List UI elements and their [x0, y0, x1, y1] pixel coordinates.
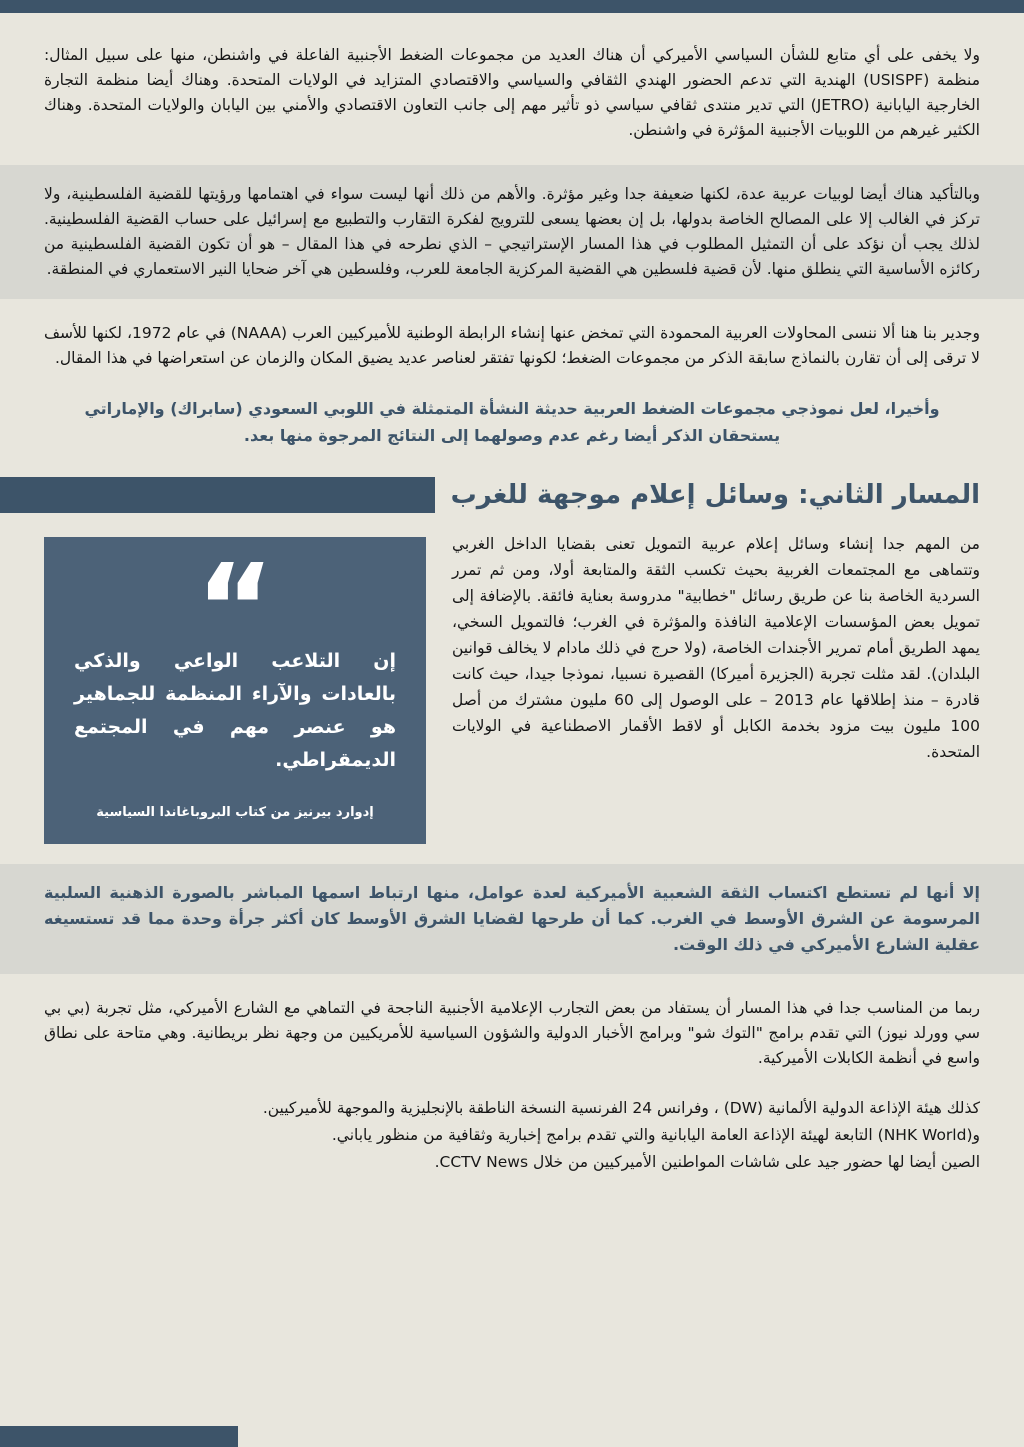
paragraph-dw-france24: كذلك هيئة الإذاعة الدولية الألمانية (DW) ، وفرانس 24 الفرنسية النسخة الناطقة بالإنجليزية والموجهة للأميركيين. — [262, 1099, 980, 1117]
followup-block — [0, 996, 1024, 1071]
paragraph-media-strategy: من المهم جدا إنشاء وسائل إعلام عربية التمويل تعنى بقضايا الداخل الغربي وتتماهى مع المجتمعات الغربية بحيث تكسب الثقة والمتابعة أولا، ومن ثم تمرر السردية الخاصة بنا عن طريق رسائل "خطابية" مدروسة بعناية فائقة. بالإضافة إلى تمويل بعض المؤسسات الإعلامية النافذة والمؤثرة في الغرب؛ فالتمويل السخي، يمهد الطريق أمام تمرير الأجندات الخاصة، (ولا حرج في ذلك مادام لا يخالف قوانين البلدان). لقد مثلت تجربة (الجزيرة أميركا) القصيرة نسبيا، نموذجا جيدا، حيث كانت قادرة – منذ إطلاقها عام 2013 – على الوصول إلى 60 مليون مشترك من أصل 100 مليون بيت مزود بخدمة الكابل أو لاقط الأقمار الاصطناعية في الولايات المتحدة. — [452, 535, 980, 761]
intro-block-2 — [0, 321, 1024, 449]
quotation-mark-icon: “ — [195, 547, 275, 639]
bottom-accent-bar — [0, 1426, 238, 1447]
pull-quote-attribution: إدوارد بيرنيز من كتاب البروباغاندا السياسية — [96, 805, 374, 820]
top-accent-bar — [0, 0, 1024, 13]
intro-block-1 — [0, 43, 1024, 143]
gray-highlight-block-1 — [0, 165, 1024, 299]
paragraph-aljazeera-limits: إلا أنها لم تستطع اكتساب الثقة الشعبية الأميركية لعدة عوامل، منها ارتباط اسمها المباشر بالصورة الذهنية السلبية المرسومة عن الشرق الأوسط في الغرب. كما أن طرحها لقضايا الشرق الأوسط كان أكثر جرأة وحدة مما قد تستسيغه عقلية الشارع الأميركي في ذلك الوقت. — [44, 883, 980, 954]
section-header — [0, 477, 1024, 513]
paragraph-bbc-example: ربما من المناسب جدا في هذا المسار أن يستفاد من بعض التجارب الإعلامية الأجنبية الناجحة في التماهي مع الشارع الأميركي، مثل تجربة (بي بي سي وورلد نيوز) التي تقدم برامج "التوك شو" وبرامج الأخبار الدولية والشؤون السياسية للأمريكيين من وجهة نظر بريطانية. وهي متاحة على نطاق واسع في أنظمة الكابلات الأميركية. — [44, 999, 980, 1067]
gray-highlight-block-2 — [0, 864, 1024, 974]
section-body-columns — [0, 531, 1024, 844]
paragraph-arab-lobbies: وبالتأكيد هناك أيضا لوبيات عربية عدة، لكنها ضعيفة جدا وغير مؤثرة. والأهم من ذلك أنها ليست سواء في اهتمامها ورؤيتها للقضية الفلسطينية، ولا تركز في الغالب إلا على المصالح الخاصة بدولها، بل إن بعضها يسعى للترويج لفكرة التقارب والتطبيع مع إسرائيل على حساب القضية الفلسطينية. لذلك يجب أن نؤكد على أن التمثيل المطلوب في هذا المسار الإستراتيجي – الذي نطرحه في هذا المقال – هو أن تكون القضية الفلسطينية من ركائزه الأساسية التي ينطلق منها. لأن قضية فلسطين هي القضية المركزية الجامعة للعرب، وفلسطين هي آخر ضحايا النير الاستعماري في المنطقة. — [44, 185, 980, 278]
paragraph-saudi-emirati-lobby: وأخيرا، لعل نموذجي مجموعات الضغط العربية حديثة النشأة المتمثلة في اللوبي السعودي (سابراك) والإماراتي يستحقان الذكر أيضا رغم عدم وصولهما إلى النتائج المرجوة منها بعد. — [84, 399, 940, 445]
paragraph-foreign-lobbies: ولا يخفى على أي متابع للشأن السياسي الأميركي أن هناك العديد من مجموعات الضغط الأجنبية الفاعلة في واشنطن، منها على سبيل المثال: منظمة (USISPF) الهندية التي تدعم الحضور الهندي الثقافي والسياسي والاقتصادي المتزايد في الولايات المتحدة. وهناك أيضا منظمة التجارة الخارجية اليابانية (JETRO) التي تدير منتدى ثقافي سياسي ذو تأثير مهم إلى جانب التعاون الاقتصادي والأمني بين اليابان والولايات المتحدة. وهناك الكثير غيرهم من اللوبيات الأجنبية المؤثرة في واشنطن. — [44, 46, 980, 139]
section-title-bar — [0, 477, 435, 513]
paragraph-cctv-news: الصين أيضا لها حضور جيد على شاشات المواطنين الأميركيين من خلال CCTV News. — [434, 1153, 980, 1171]
section-body-column — [452, 531, 980, 765]
outro-block — [0, 1095, 1024, 1176]
paragraph-naaa: وجدير بنا هنا ألا ننسى المحاولات العربية المحمودة التي تمخض عنها إنشاء الرابطة الوطنية للأميركيين العرب (NAAA) في عام 1972، لكنها للأسف لا ترقى إلى أن تقارن بالنماذج سابقة الذكر من مجموعات الضغط؛ لكونها تفتقر لعناصر عديد يضيق المكان والزمان عن استعراضها في هذا المقال. — [44, 324, 981, 367]
pull-quote-box — [44, 537, 426, 844]
pull-quote-text: إن التلاعب الواعي والذكي بالعادات والآراء المنظمة للجماهير هو عنصر مهم في المجتمع الديمقراطي. — [74, 650, 396, 771]
section-title: المسار الثاني: وسائل إعلام موجهة للغرب — [450, 480, 980, 510]
paragraph-nhk-world: و(NHK World) التابعة لهيئة الإذاعة العامة اليابانية والتي تقدم برامج إخبارية وثقافية من منظور ياباني. — [331, 1126, 980, 1144]
